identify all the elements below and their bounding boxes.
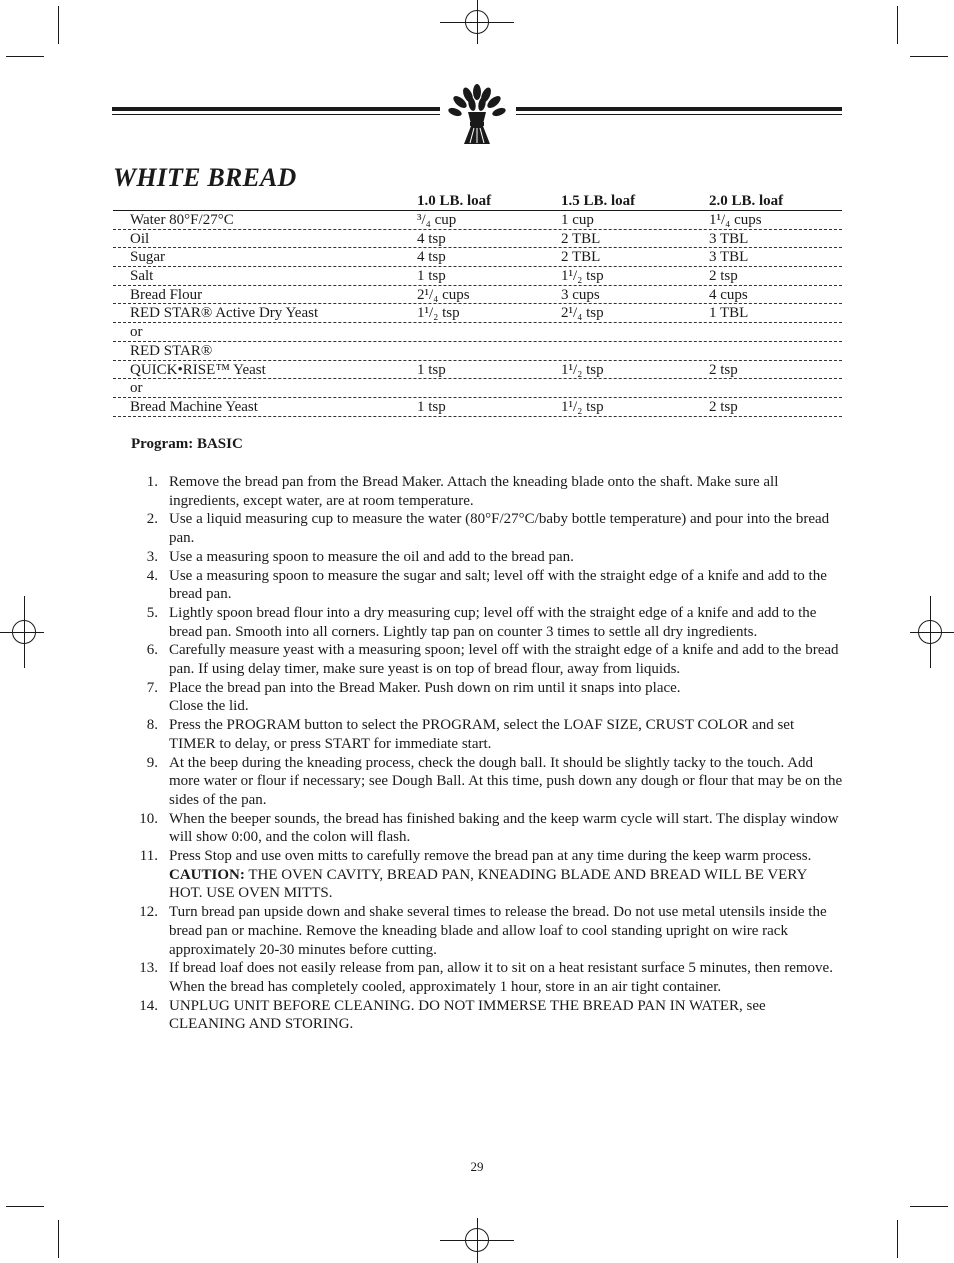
column-header-2-0-lb: 2.0 LB. loaf (709, 193, 784, 209)
step-number: 8. (146, 717, 158, 734)
header-rule (112, 114, 440, 115)
table-row (113, 304, 842, 323)
page-title: WHITE BREAD (113, 163, 297, 192)
ingredient-name: Sugar (130, 249, 165, 266)
table-row (113, 342, 842, 361)
ingredients-table (113, 192, 842, 417)
wheat-sheaf-icon (448, 82, 506, 146)
amount-2-0-lb: 4 cups (709, 286, 748, 303)
step-number: 1. (146, 474, 158, 490)
ingredient-name: Salt (130, 268, 154, 285)
amount-1-5-lb: 1 cup (561, 212, 594, 228)
amount-2-0-lb: 2 tsp (709, 268, 738, 285)
step-text: Press the PROGRAM button to select the PROGRAM, select the LOAF SIZE, CRUST COLOR and set TIMER to delay, or press START for immediate start. (169, 717, 795, 752)
amount-1-5-lb: 1¹/₂ tsp (561, 361, 604, 378)
step-number: 3. (146, 548, 158, 565)
ingredient-name: Bread Flour (130, 286, 203, 303)
amount-1-5-lb: 2 TBL (561, 249, 601, 266)
amount-2-0-lb: 3 TBL (709, 230, 749, 247)
step-number: 4. (146, 567, 158, 584)
amount-1-0-lb: 1 tsp (417, 268, 446, 285)
step-text: Use a measuring spoon to measure the sugar and salt; level off with the straight edge of a knife and add to the bread pan. (169, 567, 827, 603)
table-row (113, 398, 842, 417)
list-item (131, 567, 843, 604)
step-text: Remove the bread pan from the Bread Maker. Attach the kneading blade onto the shaft. Make sure all ingredients, except water, are at room temperature. (169, 474, 779, 509)
step-text: When the beeper sounds, the bread has finished baking and the keep warm cycle will start. The display window will show 0:00, and the colon will flash. (169, 810, 839, 846)
amount-1-0-lb: 1¹/₂ tsp (417, 305, 460, 322)
amount-1-0-lb: 4 tsp (417, 230, 446, 247)
crop-mark (910, 56, 948, 57)
registration-line (477, 1218, 478, 1263)
amount-1-5-lb: 2 TBL (561, 230, 601, 247)
registration-line (477, 0, 478, 44)
step-number: 7. (146, 679, 158, 696)
crop-mark (897, 1220, 898, 1258)
caution-label: CAUTION: (169, 866, 245, 883)
crop-mark (6, 1206, 44, 1207)
step-text: If bread loaf does not easily release from pan, allow it to sit on a heat resistant surface 5 minutes, then remove. When the bread has completely cooled, approximately 1 hour, store in an air tight container. (169, 960, 833, 995)
list-item (131, 903, 843, 959)
step-text: Use a liquid measuring cup to measure the water (80°F/27°C/baby bottle temperature) and pour into the bread pan. (169, 511, 830, 547)
amount-1-0-lb: 1 tsp (417, 398, 446, 415)
page-number: 29 (470, 1159, 484, 1174)
amount-1-5-lb: 3 cups (561, 286, 600, 303)
ingredient-name: RED STAR® (130, 342, 213, 359)
amount-1-0-lb: 1 tsp (417, 361, 446, 378)
step-number: 10. (139, 810, 158, 827)
list-item (131, 548, 843, 567)
list-item (131, 679, 843, 716)
step-number: 5. (146, 604, 158, 621)
registration-line (910, 632, 954, 633)
amount-1-5-lb: 1¹/₂ tsp (561, 398, 604, 415)
amount-1-0-lb: 4 tsp (417, 249, 446, 266)
list-item (131, 810, 843, 847)
step-text: Press Stop and use oven mitts to carefully remove the bread pan at any time during the keep warm process. (169, 848, 812, 865)
step-number: 2. (146, 511, 158, 528)
amount-1-0-lb: 2¹/₄ cups (417, 286, 470, 303)
amount-2-0-lb: 2 tsp (709, 398, 738, 415)
list-item (131, 959, 843, 996)
step-number: 9. (146, 754, 158, 771)
ingredient-name: QUICK•RISE™ Yeast (130, 361, 266, 378)
amount-2-0-lb: 1¹/₄ cups (709, 212, 762, 228)
header-rule (516, 107, 842, 111)
step-number: 11. (139, 848, 158, 865)
step-text: At the beep during the kneading process, check the dough ball. It should be slightly tacky to the touch. Add more water or flour if necessary; see Dough Ball. At this time, push down any dough or flour that may be on the sides of the pan. (169, 754, 843, 808)
step-text: Turn bread pan upside down and shake several times to release the bread. Do not use metal utensils inside the bread pan or machine. Remove the kneading blade and allow loaf to cool standing upright on wire rack approximately 20-30 minutes before cutting. (169, 904, 827, 958)
amount-2-0-lb: 1 TBL (709, 305, 749, 322)
step-text-continued: Close the lid. (169, 698, 249, 715)
step-text: Place the bread pan into the Bread Maker. Push down on rim until it snaps into place. (169, 679, 681, 696)
amount-1-0-lb: ³/₄ cup (417, 212, 457, 228)
column-header-1-5-lb: 1.5 LB. loaf (561, 193, 636, 209)
crop-mark (6, 56, 44, 57)
step-number: 6. (146, 642, 158, 659)
caution-text: THE OVEN CAVITY, BREAD PAN, KNEADING BLADE AND BREAD WILL BE VERY HOT. USE OVEN MITTS. (169, 866, 807, 902)
table-row (113, 286, 842, 305)
amount-1-5-lb: 1¹/₂ tsp (561, 268, 604, 285)
crop-mark (897, 6, 898, 44)
table-row (113, 267, 842, 286)
program-label: Program: BASIC (131, 436, 243, 452)
list-item (131, 754, 843, 810)
table-row (113, 230, 842, 249)
table-row (113, 248, 842, 267)
step-number: 14. (139, 997, 158, 1014)
step-text: UNPLUG UNIT BEFORE CLEANING. DO NOT IMMERSE THE BREAD PAN IN WATER, see CLEANING AND STORING. (169, 997, 766, 1033)
table-row (113, 361, 842, 380)
ingredient-name: or (130, 380, 143, 397)
list-item (131, 847, 843, 903)
list-item (131, 510, 843, 547)
column-header-1-0-lb: 1.0 LB. loaf (417, 193, 492, 209)
crop-mark (910, 1206, 948, 1207)
header-rule (516, 114, 842, 115)
list-item (131, 716, 843, 753)
step-text: Lightly spoon bread flour into a dry measuring cup; level off with the straight edge of a knife and add to the bread pan. Smooth into all corners. Lightly tap pan on counter 3 times to settle all dry ingredients. (169, 604, 817, 640)
ingredient-name: Oil (130, 230, 150, 247)
ingredient-name: Bread Machine Yeast (130, 398, 258, 415)
table-row (113, 211, 842, 230)
registration-line (0, 632, 44, 633)
list-item (131, 997, 843, 1034)
amount-1-5-lb: 2¹/₄ tsp (561, 305, 604, 322)
step-text: Use a measuring spoon to measure the oil and add to the bread pan. (169, 548, 574, 565)
step-text: Carefully measure yeast with a measuring spoon; level off with the straight edge of a knife and add to the bread pan. If using delay timer, make sure yeast is on top of bread flour, away from liquids. (169, 642, 839, 678)
crop-mark (58, 1220, 59, 1258)
amount-2-0-lb: 2 tsp (709, 361, 738, 378)
table-header (113, 192, 842, 211)
ingredient-name: or (130, 324, 143, 341)
ingredient-name: RED STAR® Active Dry Yeast (130, 305, 319, 322)
list-item (131, 473, 843, 510)
registration-line (930, 596, 931, 668)
table-row (113, 323, 842, 342)
instruction-list (131, 473, 843, 1034)
step-number: 12. (139, 904, 158, 921)
list-item (131, 604, 843, 641)
amount-2-0-lb: 3 TBL (709, 249, 749, 266)
ingredient-name: Water 80°F/27°C (130, 212, 234, 228)
step-number: 13. (139, 960, 158, 977)
header-rule (112, 107, 440, 111)
list-item (131, 641, 843, 678)
registration-line (24, 596, 25, 668)
crop-mark (58, 6, 59, 44)
table-row (113, 379, 842, 398)
